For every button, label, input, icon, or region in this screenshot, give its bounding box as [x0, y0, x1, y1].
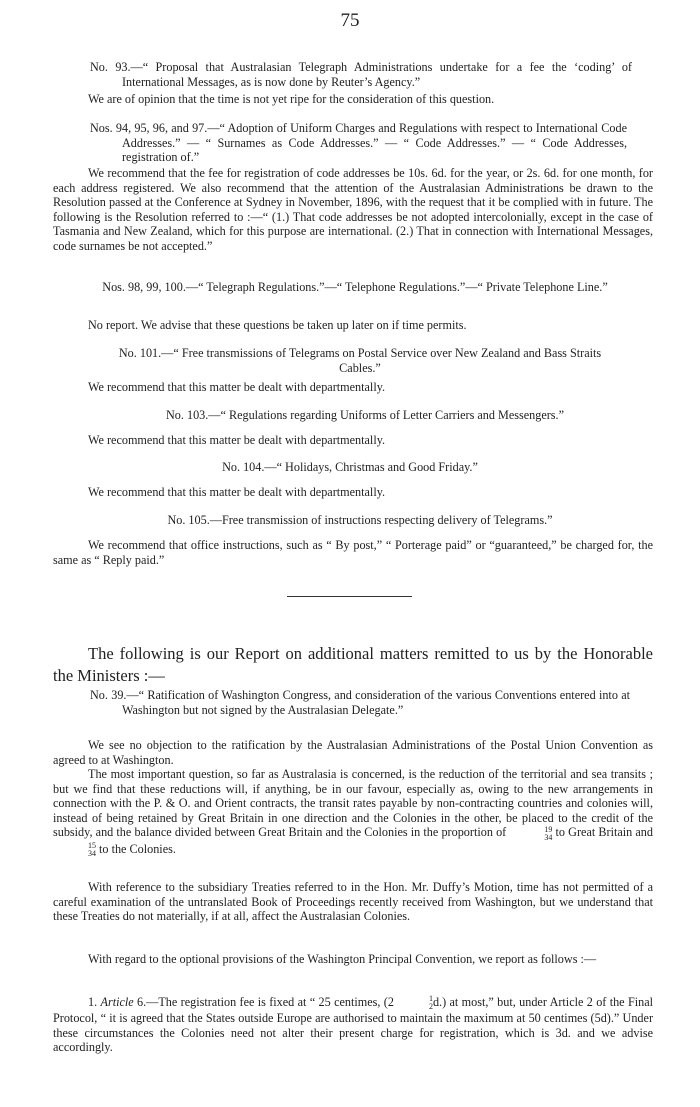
fraction-nineteen-34ths — [509, 826, 552, 842]
item-no105-body: We recommend that office instructions, such as “ By post,” “ Porterage paid” or “guaranteed,” be charged for, the same as “ Reply paid.” — [53, 538, 653, 567]
item-no94-title: Nos. 94, 95, 96, and 97.—“ Adoption of Uniform Charges and Regulations with respect to International Code Addresses.” — “ Surnames as Code Addresses.” — “ Code Addresses.” — “ Code Addresses, registration of.” — [90, 121, 627, 165]
article-text-b: d.) at most,” but, under Article 2 of the Final Protocol, “ it is agreed that the States outside Europe are authorised to maintain the maximum at 50 centimes (5d).” Under these circumstances the Colonies need not alter their present charge for registration, which is 3d. and we advise accordingly. — [53, 995, 653, 1055]
item-no94-body: We recommend that the fee for registration of code addresses be 10s. 6d. for the year, or 2s. 6d. for one month, for each address registered. We also recommend that the attention of the Australasian Administrations be drawn to the Resolution passed at the Conference at Sydney in November, 1896, with the request that it be complied with in future. The following is the Resolution referred to :—“ (1.) That code addresses be not adopted intercolonially, except in the case of Tasmania and New Zealand, which for this purpose are international. (2.) That in connection with International Messages, code surnames be not accepted.” — [53, 166, 653, 253]
item-no98-body: No report. We advise that these questions be taken up later on if time permits. — [88, 318, 467, 332]
item-no39-body: We see no objection to the ratification by the Australasian Administrations of the Postal Union Convention as agreed to at Washington. — [53, 738, 653, 767]
item-no105-title: No. 105.—Free transmission of instructions respecting delivery of Telegrams.” — [167, 513, 553, 527]
fraction-numerator: 1 — [428, 994, 433, 1004]
fraction-denominator: 34 — [544, 832, 553, 842]
washington-treaties-paragraph: With reference to the subsidiary Treaties referred to in the Hon. Mr. Duffy’s Motion, time has not permitted of a careful examination of the untranslated Book of Proceedings recently received from Washington, but we understand that these Treaties do not materially, if at all, affect the Australasian Colonies. — [53, 880, 653, 924]
item-no104-title: No. 104.—“ Holidays, Christmas and Good Friday.” — [222, 460, 478, 474]
fraction-fifteen-34ths — [53, 842, 96, 858]
article-text-a: —The registration fee is fixed at “ 25 centimes, (2 — [146, 995, 394, 1009]
fraction-denominator: 34 — [88, 848, 96, 858]
article-label: Article — [100, 995, 134, 1009]
fraction-one-half — [394, 995, 433, 1011]
item-no103-title: No. 103.—“ Regulations regarding Uniforms of Letter Carriers and Messengers.” — [165, 408, 565, 422]
item-no39-title: No. 39.—“ Ratification of Washington Congress, and consideration of the various Conventions entered into at Washington but not signed by the Australasian Delegate.” — [90, 688, 630, 717]
transit-text: The most important question, so far as Australasia is concerned, is the reduction of the territorial and sea transits ; but we find that these reductions will, if anything, be in our favour, especially as, owing to the new arrangements in connection with the P. & O. and Orient contracts, the transit rates payable by non-contracting countries and colonies will, instead of being retained by Great Britain in one direction and the Colonies in the other, be placed to the credit of the subsidy, and the balance divided between Great Britain and the Colonies in the proportion of — [53, 767, 653, 840]
item-no104-body: We recommend that this matter be dealt with departmentally. — [88, 485, 386, 499]
item-no103-body: We recommend that this matter be dealt with departmentally. — [88, 433, 386, 447]
item-no93-title: No. 93.—“ Proposal that Australasian Telegraph Administrations undertake for a fee the ‘coding’ of International Messages, as is now done by Reuter’s Agency.” — [90, 60, 632, 89]
additional-matters-heading: The following is our Report on additional matters remitted to us by the Honorable the Ministers :— — [53, 644, 653, 685]
fraction-numerator: 19 — [544, 824, 553, 834]
item-no101-title: No. 101.—“ Free transmissions of Telegrams on Postal Service over New Zealand and Bass Straits Cables.” — [118, 346, 602, 375]
section-divider — [287, 596, 412, 597]
item-no101-body: We recommend that this matter be dealt with departmentally. — [88, 380, 386, 394]
fraction-numerator: 15 — [88, 840, 96, 850]
fraction-denominator: 2 — [428, 1002, 433, 1012]
article-6-paragraph — [53, 995, 653, 1055]
article-number: 6. — [137, 995, 147, 1009]
item-no93-body: We are of opinion that the time is not yet ripe for the consideration of this question. — [88, 92, 495, 106]
transit-mid: to Great Britain and — [555, 825, 653, 840]
optional-provisions-paragraph: With regard to the optional provisions of the Washington Principal Convention, we report as follows :— — [88, 952, 597, 966]
transit-end: to the Colonies. — [99, 841, 176, 856]
page-number: 75 — [340, 10, 360, 31]
item-no98-title: Nos. 98, 99, 100.—“ Telegraph Regulations.”—“ Telephone Regulations.”—“ Private Telephone Line.” — [102, 280, 608, 294]
article-prefix: 1. — [88, 995, 98, 1009]
transit-paragraph — [53, 767, 653, 858]
